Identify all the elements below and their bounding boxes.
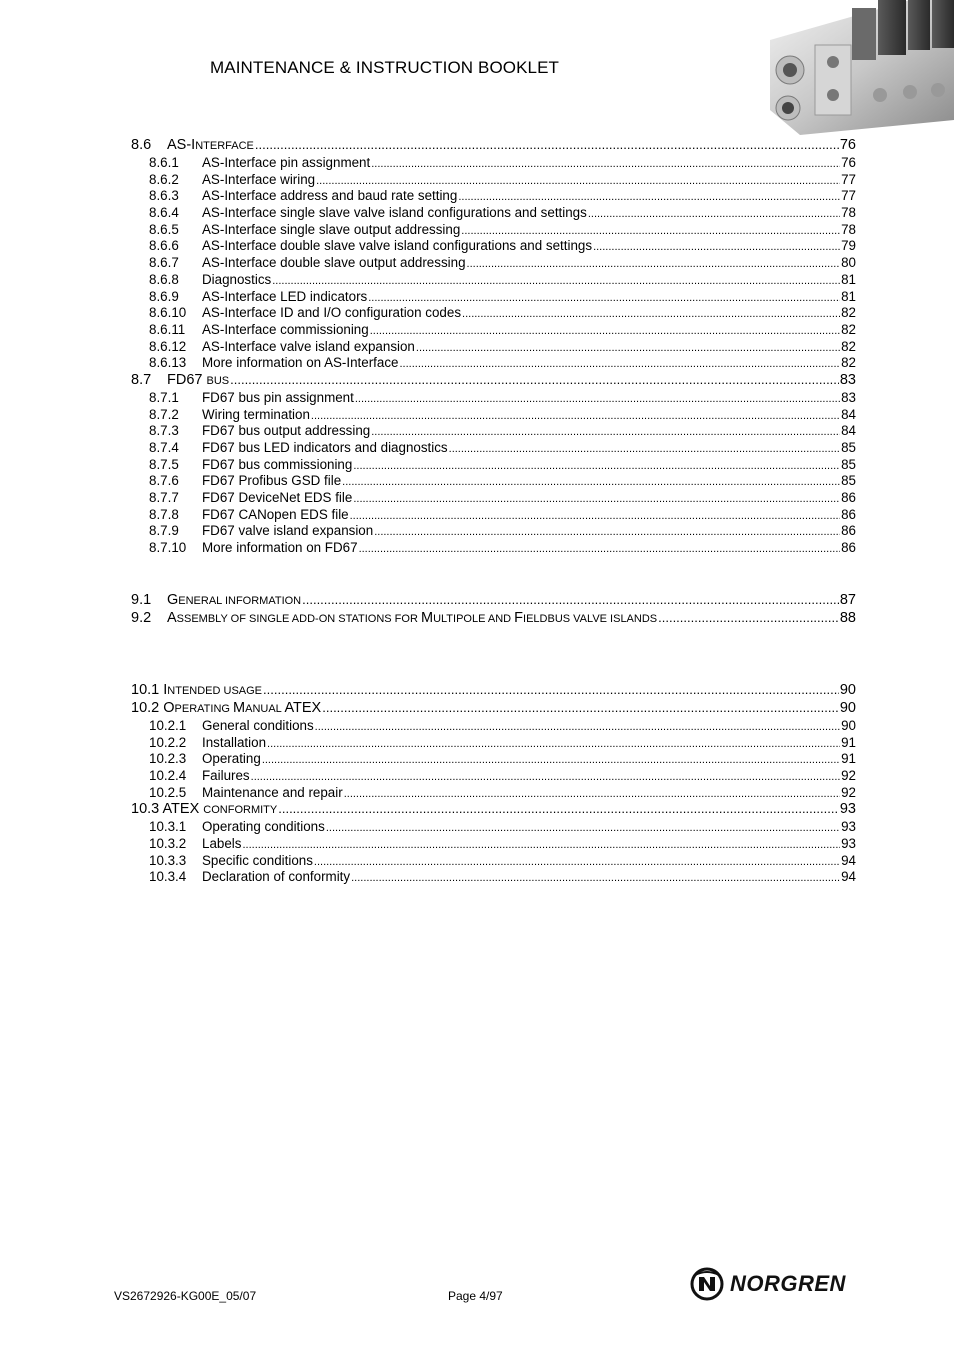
toc-entry-10-3[interactable]: 10.3 ATEX CONFORMITY ..... 93 bbox=[131, 801, 856, 819]
table-of-contents bbox=[131, 137, 856, 886]
toc-entry-10-3-1[interactable]: 10.3.1 Operating conditions ..... 93 bbox=[131, 819, 856, 836]
toc-entry-10-2-2[interactable]: 10.2.2 Installation ..... 91 bbox=[131, 735, 856, 752]
dot-leader bbox=[449, 443, 840, 455]
dot-leader bbox=[351, 872, 840, 884]
toc-entry-8-6-6[interactable]: 8.6.6 AS-Interface double slave valve island configurations and settings ..... 79 bbox=[131, 238, 856, 255]
dot-leader bbox=[374, 526, 840, 538]
toc-entry-8-7-4[interactable]: 8.7.4 FD67 bus LED indicators and diagnostics ..... 85 bbox=[131, 440, 856, 457]
document-code: VS2672926-KG00E_05/07 bbox=[114, 1289, 257, 1303]
norgren-logo: NORGREN bbox=[690, 1267, 846, 1301]
toc-entry-8-6-12[interactable]: 8.6.12 AS-Interface valve island expansion ..... 82 bbox=[131, 339, 856, 356]
toc-entry-8-6-1[interactable]: 8.6.1 AS-Interface pin assignment ..... 76 bbox=[131, 155, 856, 172]
toc-entry-10-1[interactable]: 10.1 INTENDED USAGE ..... 90 bbox=[131, 682, 856, 700]
dot-leader bbox=[371, 158, 840, 170]
toc-entry-8-7-2[interactable]: 8.7.2 Wiring termination ..... 84 bbox=[131, 407, 856, 424]
dot-leader bbox=[400, 358, 841, 370]
toc-entry-8-7-8[interactable]: 8.7.8 FD67 CANopen EDS file ..... 86 bbox=[131, 507, 856, 524]
dot-leader bbox=[368, 292, 840, 304]
toc-entry-8-6-3[interactable]: 8.6.3 AS-Interface address and baud rate setting ..... 77 bbox=[131, 188, 856, 205]
dot-leader bbox=[267, 738, 840, 750]
dot-leader bbox=[458, 191, 840, 203]
dot-leader bbox=[462, 308, 840, 320]
toc-entry-8-6-5[interactable]: 8.6.5 AS-Interface single slave output addressing ..... 78 bbox=[131, 222, 856, 239]
dot-leader bbox=[255, 137, 839, 152]
toc-entry-8-6-7[interactable]: 8.6.7 AS-Interface double slave output addressing ..... 80 bbox=[131, 255, 856, 272]
page-number: Page 4/97 bbox=[448, 1289, 503, 1303]
toc-entry-9-2[interactable]: 9.2 ASSEMBLY OF SINGLE ADD-ON STATIONS FOR MULTIPOLE AND FIELDBUS VALVE ISLANDS ..... 88 bbox=[131, 610, 856, 628]
dot-leader bbox=[342, 476, 840, 488]
toc-entry-10-3-2[interactable]: 10.3.2 Labels ..... 93 bbox=[131, 836, 856, 853]
dot-leader bbox=[262, 754, 840, 766]
toc-entry-8-7[interactable]: 8.7 FD67 BUS ..... 83 bbox=[131, 372, 856, 390]
dot-leader bbox=[314, 856, 840, 868]
toc-entry-8-7-3[interactable]: 8.7.3 FD67 bus output addressing ..... 84 bbox=[131, 423, 856, 440]
dot-leader bbox=[416, 342, 840, 354]
toc-entry-10-2[interactable]: 10.2 OPERATING MANUAL ATEX ..... 90 bbox=[131, 700, 856, 718]
toc-entry-8-6[interactable]: 8.6 AS-INTERFACE ..... 76 bbox=[131, 137, 856, 155]
toc-entry-8-6-13[interactable]: 8.6.13 More information on AS-Interface ..... 82 bbox=[131, 355, 856, 372]
toc-entry-8-7-7[interactable]: 8.7.7 FD67 DeviceNet EDS file ..... 86 bbox=[131, 490, 856, 507]
dot-leader bbox=[278, 801, 839, 816]
dot-leader bbox=[371, 426, 840, 438]
dot-leader bbox=[263, 682, 839, 697]
dot-leader bbox=[593, 241, 840, 253]
dot-leader bbox=[350, 510, 840, 522]
dot-leader bbox=[658, 610, 839, 625]
toc-entry-8-6-11[interactable]: 8.6.11 AS-Interface commissioning ..... 82 bbox=[131, 322, 856, 339]
norgren-emblem-icon bbox=[690, 1267, 724, 1301]
toc-entry-10-3-3[interactable]: 10.3.3 Specific conditions ..... 94 bbox=[131, 853, 856, 870]
dot-leader bbox=[344, 788, 840, 800]
toc-entry-10-2-5[interactable]: 10.2.5 Maintenance and repair ..... 92 bbox=[131, 785, 856, 802]
dot-leader bbox=[359, 543, 841, 555]
dot-leader bbox=[326, 822, 840, 834]
dot-leader bbox=[353, 493, 840, 505]
toc-entry-8-7-9[interactable]: 8.7.9 FD67 valve island expansion ..... 86 bbox=[131, 523, 856, 540]
valve-island-product-image bbox=[760, 0, 954, 140]
dot-leader bbox=[461, 225, 840, 237]
toc-entry-8-6-2[interactable]: 8.6.2 AS-Interface wiring ..... 77 bbox=[131, 172, 856, 189]
toc-entry-8-7-5[interactable]: 8.7.5 FD67 bus commissioning ..... 85 bbox=[131, 457, 856, 474]
dot-leader bbox=[355, 393, 840, 405]
dot-leader bbox=[322, 700, 839, 715]
dot-leader bbox=[588, 208, 840, 220]
toc-entry-9-1[interactable]: 9.1 GENERAL INFORMATION ..... 87 bbox=[131, 592, 856, 610]
document-header-title: MAINTENANCE & INSTRUCTION BOOKLET bbox=[210, 58, 560, 77]
dot-leader bbox=[272, 275, 840, 287]
toc-entry-10-2-3[interactable]: 10.2.3 Operating ..... 91 bbox=[131, 751, 856, 768]
toc-entry-8-7-6[interactable]: 8.7.6 FD67 Profibus GSD file ..... 85 bbox=[131, 473, 856, 490]
dot-leader bbox=[467, 258, 841, 270]
dot-leader bbox=[316, 175, 840, 187]
dot-leader bbox=[302, 592, 839, 607]
dot-leader bbox=[353, 460, 840, 472]
dot-leader bbox=[251, 771, 840, 783]
toc-entry-8-7-1[interactable]: 8.7.1 FD67 bus pin assignment ..... 83 bbox=[131, 390, 856, 407]
toc-entry-10-2-4[interactable]: 10.2.4 Failures ..... 92 bbox=[131, 768, 856, 785]
dot-leader bbox=[230, 372, 839, 387]
toc-entry-8-6-10[interactable]: 8.6.10 AS-Interface ID and I/O configuration codes ..... 82 bbox=[131, 305, 856, 322]
dot-leader bbox=[370, 325, 840, 337]
toc-entry-8-6-8[interactable]: 8.6.8 Diagnostics ..... 81 bbox=[131, 272, 856, 289]
toc-entry-8-6-4[interactable]: 8.6.4 AS-Interface single slave valve island configurations and settings ..... 78 bbox=[131, 205, 856, 222]
dot-leader bbox=[315, 721, 840, 733]
dot-leader bbox=[311, 410, 840, 422]
toc-entry-10-3-4[interactable]: 10.3.4 Declaration of conformity ..... 94 bbox=[131, 869, 856, 886]
toc-entry-10-2-1[interactable]: 10.2.1 General conditions ..... 90 bbox=[131, 718, 856, 735]
dot-leader bbox=[242, 839, 840, 851]
toc-entry-8-6-9[interactable]: 8.6.9 AS-Interface LED indicators ..... 81 bbox=[131, 289, 856, 306]
toc-entry-8-7-10[interactable]: 8.7.10 More information on FD67 ..... 86 bbox=[131, 540, 856, 557]
